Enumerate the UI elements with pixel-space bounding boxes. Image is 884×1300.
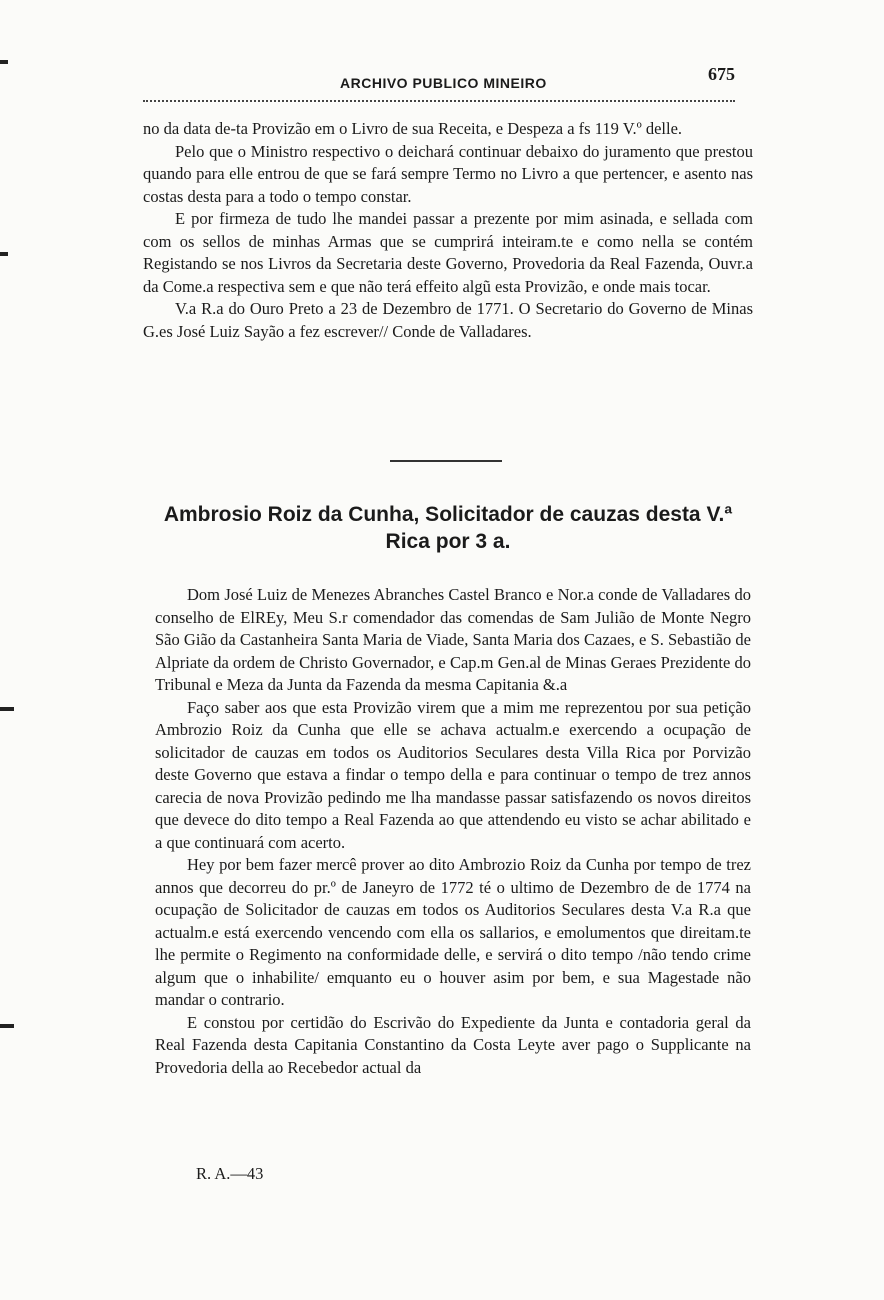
paragraph: Hey por bem fazer mercê prover ao dito Ambrozio Roiz da Cunha por tempo de trez annos que decorreu do pr.º de Janeyro de 1772 té o ultimo de Dezembro de de 1774 na ocupação de Solicitador de cauzas em todos os Auditorios Seculares desta V.a R.a que actualm.e está exercendo vencendo com ella os sallarios, e emolumentos que direitam.te lhe permite o Regimento na conformidade delle, e servirá o dito tempo /não tendo crime algum que o inhabilite/ emquanto eu o houver asim por bem, e sua Magestade não mandar o contrario. xyxy=(155,855,751,1009)
scan-edge-mark xyxy=(0,707,14,711)
header-rule xyxy=(143,100,735,102)
scan-edge-mark xyxy=(0,252,8,256)
paragraph: E constou por certidão do Escrivão do Expediente da Junta e contadoria geral da Real Fazenda desta Capitania Constantino da Costa Leyte aver pago o Supplicante na Provedoria della ao Recebedor actual da xyxy=(155,1012,751,1077)
paragraph: Dom José Luiz de Menezes Abranches Castel Branco e Nor.a conde de Valladares do conselho de ElREy, Meu S.r comendador das comendas de Sam Julião de Monte Negro São Gião da Castanheira Santa Maria de Viade, Santa Maria dos Cazaes, e S. Sebastião de Alpriate da ordem de Christo Governador, e Cap.m Gen.al de Minas Geraes Prezidente do Tribunal e Meza da Junta da Fazenda da mesma Capitania &.a xyxy=(155,585,751,694)
title-line: Ambrosio Roiz da Cunha, Solicitador de cauzas desta V.ª xyxy=(163,503,733,526)
document-title xyxy=(143,501,753,555)
paragraph: Faço saber aos que esta Provizão virem que a mim me reprezentou por sua petição Ambrozio Roiz da Cunha que elle se achava actualm.e exercendo a ocupação de solicitador de cauzas em todos os Auditorios Seculares desta Villa Rica por Porvizão deste Governo que estava a findar o tempo della e para continuar o tempo de trez annos carecia de nova Provizão pedindo me lha mandasse passar satisfazendo os novos direitos que devece do dito tempo a Real Fazenda ao que attendendo eu visto se achar abilitado e a que continuará com acerto. xyxy=(155,697,751,852)
title-line: Rica por 3 a. xyxy=(385,530,511,553)
page-number: 675 xyxy=(708,64,735,84)
signature-mark: R. A.—43 xyxy=(196,1164,264,1183)
section-separator xyxy=(390,460,502,462)
text-block-continuation xyxy=(143,118,753,343)
paragraph: no da data de-ta Provizão em o Livro de sua Receita, e Despeza a fs 119 V.º delle. xyxy=(143,119,683,138)
text-block-provision xyxy=(155,584,751,1079)
scan-edge-mark xyxy=(0,60,8,64)
paragraph: E por firmeza de tudo lhe mandei passar a prezente por mim asinada, e sellada com com os sellos de minhas Armas que se cumprirá inteiram.te e como nella se contém Registando se nos Livros da Secretaria deste Governo, Provedoria da Real Fazenda, Ouvr.a da Come.a respectiva sem e que não terá effeito algũ esta Provizão, e onde mais tocar. xyxy=(143,209,753,296)
paragraph: Pelo que o Ministro respectivo o deichará continuar debaixo do juramento que prestou quando para elle entrou de que se fará sempre Termo no Livro a que pertencer, e asento nas costas desta para a todo o tempo constar. xyxy=(143,141,753,206)
page-header xyxy=(143,64,735,104)
running-title: ARCHIVO PUBLICO MINEIRO xyxy=(340,75,547,91)
scan-edge-mark xyxy=(0,1024,14,1028)
paragraph: V.a R.a do Ouro Preto a 23 de Dezembro de 1771. O Secretario do Governo de Minas G.es José Luiz Sayão a fez escrever// Conde de Valladares. xyxy=(143,299,753,341)
